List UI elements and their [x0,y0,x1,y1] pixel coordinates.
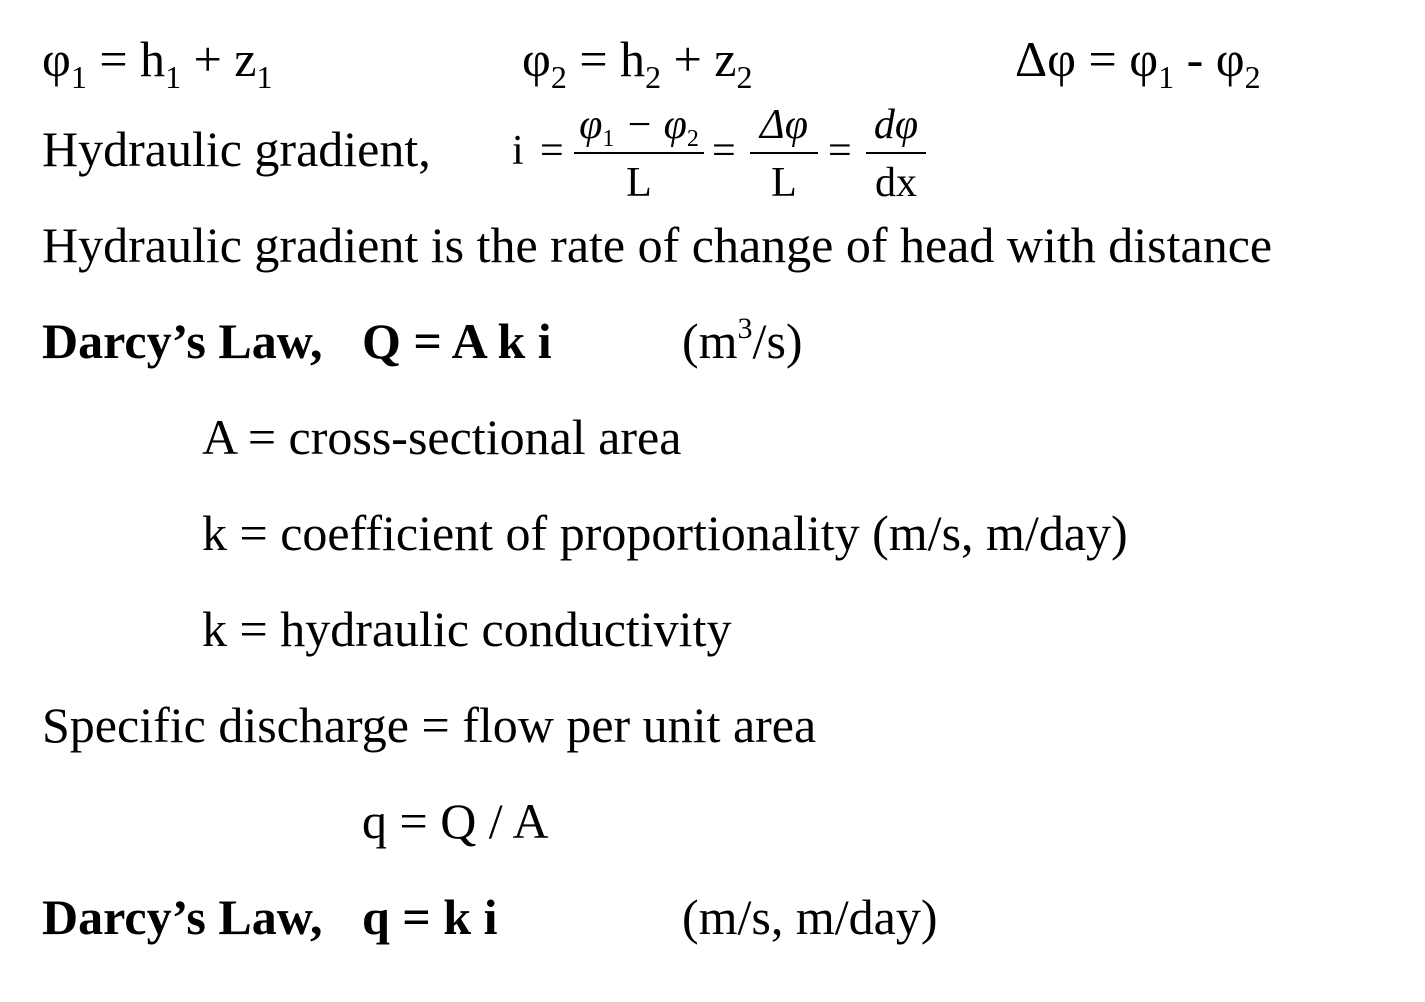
z2-subscript: 2 [736,59,753,95]
delta-phi-sub1: 1 [1158,59,1175,95]
delta-phi-definition [1015,31,1261,95]
darcy-law-label-1: Darcy’s Law, [42,313,323,369]
gradient-fraction-3 [866,104,926,204]
phi2-equals-h: = h [566,31,646,87]
delta-phi-minus: - φ [1174,31,1245,87]
darcy-law-label-2: Darcy’s Law, [42,889,323,945]
gradient-equals-2: = [712,128,736,174]
fraction-1-numerator: φ1 − φ2 [579,102,699,152]
gradient-fraction-1 [574,104,704,204]
phi1-definition [42,31,273,95]
delta-phi-sub2: 2 [1244,59,1261,95]
gradient-definition-text: Hydraulic gradient is the rate of change of head with distance [42,217,1273,273]
phi2-symbol: φ [522,31,551,87]
phi2-definition [522,31,753,95]
z1-subscript: 1 [256,59,273,95]
definition-area: A = cross-sectional area [202,409,682,465]
phi2-plus-z: + z [661,31,737,87]
specific-discharge-text: Specific discharge = flow per unit area [42,697,817,753]
darcy-law-formula-1: Q = A k i [362,313,552,369]
units-superscript: 3 [737,312,753,345]
gradient-equals-3: = [828,128,852,174]
darcy-law-units-2: (m/s, m/day) [682,889,938,945]
fraction-3-denominator: dx [875,160,917,206]
h1-subscript: 1 [165,59,182,95]
h2-subscript: 2 [645,59,662,95]
phi1-subscript: 1 [70,59,87,95]
fraction-1-denominator: L [626,160,652,206]
fraction-2-numerator: Δφ [760,102,808,148]
fraction-3-numerator: dφ [873,102,919,148]
gradient-fraction-2 [750,104,818,204]
darcy-law-formula-2: q = k i [362,889,498,945]
delta-phi-lhs: Δφ = φ [1015,31,1159,87]
q-formula: q = Q / A [362,793,549,849]
fraction-2-denominator: L [771,160,797,206]
definition-k-proportionality: k = coefficient of proportionality (m/s, m/day) [202,505,1128,561]
gradient-label: Hydraulic gradient, [42,121,431,177]
gradient-equals-1: = [540,128,564,174]
phi1-plus-z: + z [181,31,257,87]
phi2-subscript: 2 [550,59,567,95]
phi1-symbol: φ [42,31,71,87]
gradient-i-symbol: i [512,128,524,174]
definition-k-conductivity: k = hydraulic conductivity [202,601,732,657]
phi1-equals-h: = h [86,31,166,87]
darcy-law-units-1: $(m^3/s)$ [682,312,803,369]
